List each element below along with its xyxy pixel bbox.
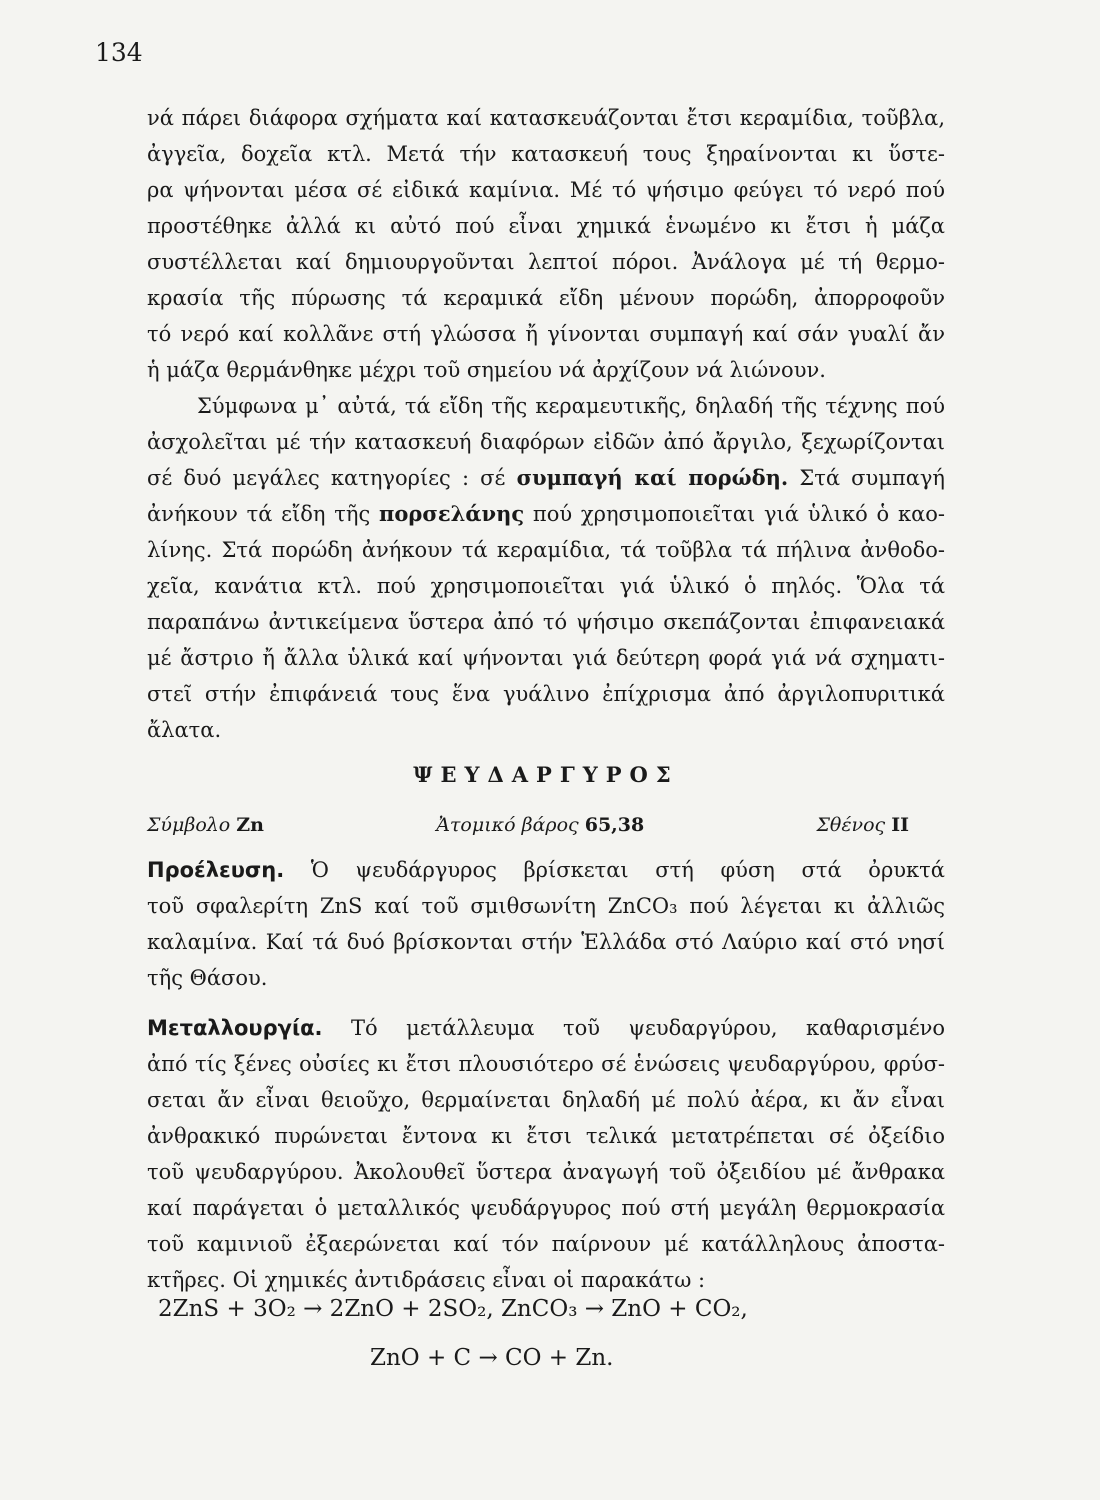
- text-line: [147, 496, 945, 532]
- subsection-title: Μεταλλουργία.: [147, 1016, 323, 1040]
- valence-info: [816, 814, 909, 836]
- text-line: τοῦ ψευδαργύρου. Ἀκολουθεῖ ὕστερα ἀναγωγή τοῦ ὀξειδίου μέ ἄνθρακα: [147, 1160, 945, 1184]
- text-line: [147, 1010, 945, 1046]
- text-line: παραπάνω ἀντικείμενα ὕστερα ἀπό τό ψήσιμο σκεπάζονται ἐπιφανειακά: [147, 610, 945, 634]
- text-line: καί παράγεται ὁ μεταλλικός ψευδάργυρος πού στή μεγάλη θερμοκρασία: [147, 1196, 945, 1220]
- subsection-title: Προέλευση.: [147, 858, 285, 882]
- text-line: νά πάρει διάφορα σχήματα καί κατασκευάζονται ἔτσι κεραμίδια, τοῦβλα,: [147, 106, 945, 130]
- text-span: Ὁ ψευδάργυρος βρίσκεται στή φύση στά ὀρυκτά: [310, 858, 945, 882]
- text-line: ἡ μάζα θερμάνθηκε μέχρι τοῦ σημείου νά ἀρχίζουν νά λιώνουν.: [147, 358, 826, 382]
- text-line: μέ ἄστριο ἤ ἄλλα ὑλικά καί ψήνονται γιά δεύτερη φορά γιά νά σχηματι-: [147, 646, 945, 670]
- valence-label: Σθένος: [816, 814, 886, 836]
- text-line: τοῦ καμινιοῦ ἐξαερώνεται καί τόν παίρνουν μέ κατάλληλους ἀποστα-: [147, 1232, 945, 1256]
- text-span: πού χρησιμοποιεῖται γιά ὑλικό ὁ καο-: [532, 502, 945, 526]
- text-span: ἀνήκουν τά εἴδη τῆς: [147, 502, 371, 526]
- text-line: τῆς Θάσου.: [147, 966, 268, 990]
- symbol-info: [147, 814, 264, 836]
- text-line: ἀνθρακικό πυρώνεται ἔντονα κι ἔτσι τελικά μετατρέπεται σέ ὀξείδιο: [147, 1124, 945, 1148]
- text-line: τό νερό καί κολλᾶνε στή γλώσσα ἤ γίνονται συμπαγή καί σάν γυαλί ἄν: [147, 322, 945, 346]
- text-line: καλαμίνα. Καί τά δυό βρίσκονται στήν Ἑλλάδα στό Λαύριο καί στό νησί: [147, 930, 945, 954]
- weight-label: Ἀτομικό βάρος: [436, 814, 579, 836]
- text-line: ρα ψήνονται μέσα σέ εἰδικά καμίνια. Μέ τό ψήσιμο φεύγει τό νερό πού: [147, 178, 945, 202]
- text-line: ἀγγεῖα, δοχεῖα κτλ. Μετά τήν κατασκευή τους ξηραίνονται κι ὕστε-: [147, 142, 945, 166]
- chemical-equation: ZnO + C → CO + Zn.: [370, 1345, 614, 1371]
- symbol-value: Zn: [236, 814, 264, 836]
- text-line: λίνης. Στά πορώδη ἀνήκουν τά κεραμίδια, τά τοῦβλα τά πήλινα ἀνθοδο-: [147, 538, 945, 562]
- text-line: στεῖ στήν ἐπιφάνειά τους ἕνα γυάλινο ἐπίχρισμα ἀπό ἀργιλοπυριτικά: [147, 682, 945, 706]
- text-line: ἄλατα.: [147, 718, 222, 742]
- text-line: Σύμφωνα μ᾿ αὐτά, τά εἴδη τῆς κεραμευτικῆς, δηλαδή τῆς τέχνης πού: [197, 394, 945, 418]
- text-line: ἀσχολεῖται μέ τήν κατασκευή διαφόρων εἰδῶν ἀπό ἄργιλο, ξεχωρίζονται: [147, 430, 945, 454]
- element-info: [147, 814, 909, 836]
- text-line: κρασία τῆς πύρωσης τά κεραμικά εἴδη μένουν πορώδη, ἀπορροφοῦν: [147, 286, 945, 310]
- weight-info: [436, 814, 644, 836]
- text-line: κτῆρες. Οἱ χημικές ἀντιδράσεις εἶναι οἱ παρακάτω :: [147, 1268, 706, 1292]
- weight-value: 65,38: [584, 814, 645, 836]
- text-line: συστέλλεται καί δημιουργοῦνται λεπτοί πόροι. Ἀνάλογα μέ τή θερμο-: [147, 250, 945, 274]
- valence-value: II: [891, 814, 909, 836]
- symbol-label: Σύμβολο: [147, 814, 231, 836]
- bold-term: συμπαγή καί πορώδη.: [516, 465, 789, 490]
- chemical-equation: 2ZnS + 3O₂ → 2ZnO + 2SO₂, ZnCO₃ → ZnO + CO₂,: [158, 1296, 748, 1322]
- page-number: 134: [95, 38, 143, 67]
- text-line: χεῖα, κανάτια κτλ. πού χρησιμοποιεῖται γιά ὑλικό ὁ πηλός. Ὅλα τά: [147, 574, 945, 598]
- text-line: ἀπό τίς ξένες οὐσίες κι ἔτσι πλουσιότερο σέ ἑνώσεις ψευδαργύρου, φρύσ-: [147, 1052, 945, 1076]
- text-span: Στά συμπαγή: [799, 466, 945, 490]
- bold-term: πορσελάνης: [379, 501, 525, 526]
- text-line: προστέθηκε ἀλλά κι αὐτό πού εἶναι χημικά ἑνωμένο κι ἔτσι ἡ μάζα: [147, 214, 945, 238]
- paragraph-metallurgy: [147, 1000, 945, 1298]
- text-line: [147, 460, 945, 496]
- text-line: σεται ἄν εἶναι θειοῦχο, θερμαίνεται δηλαδή μέ πολύ ἀέρα, κι ἄν εἶναι: [147, 1088, 945, 1112]
- text-span: Τό μετάλλευμα τοῦ ψευδαργύρου, καθαρισμένο: [351, 1016, 945, 1040]
- paragraph-ceramics: [147, 100, 945, 748]
- text-span: σέ δυό μεγάλες κατηγορίες : σέ: [147, 466, 506, 490]
- section-heading: ΨΕΥΔΑΡΓΥΡΟΣ: [413, 762, 679, 787]
- text-line: τοῦ σφαλερίτη ZnS καί τοῦ σμιθσωνίτη ZnCO₃ πού λέγεται κι ἀλλιῶς: [147, 894, 945, 918]
- paragraph-origin: [147, 842, 945, 996]
- text-line: [147, 852, 945, 888]
